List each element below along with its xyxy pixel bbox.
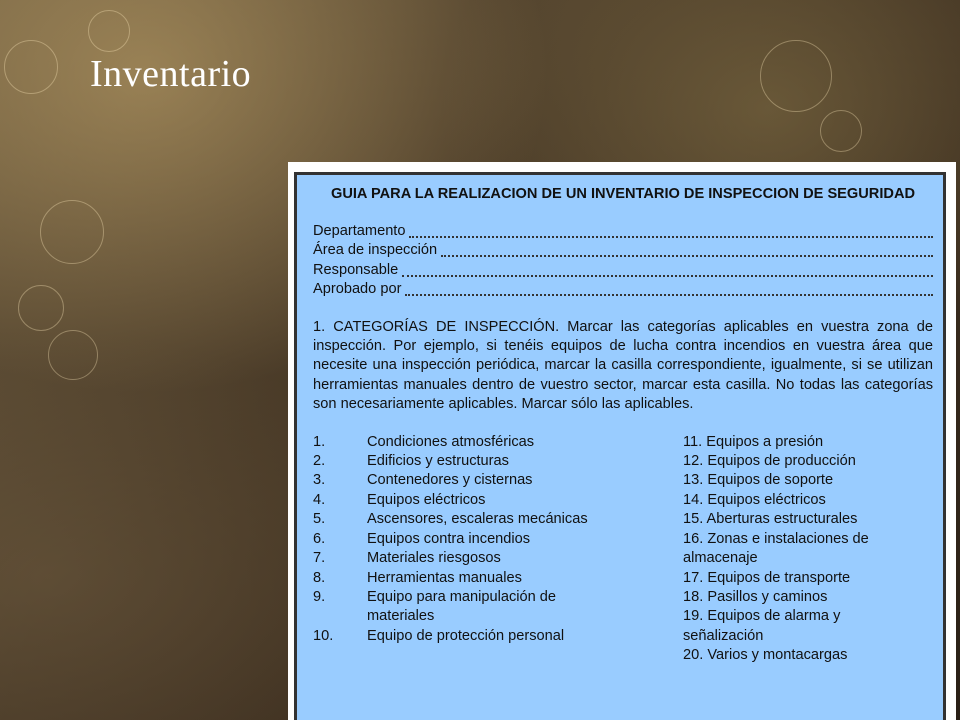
- item-number: 1.: [313, 433, 326, 450]
- item-text: Contenedores y cisternas: [367, 472, 533, 489]
- field-label: Aprobado por: [313, 281, 402, 298]
- item-number: 4.: [313, 491, 326, 508]
- document-heading: GUIA PARA LA REALIZACION DE UN INVENTARIO DE INSPECCION DE SEGURIDAD: [330, 186, 916, 202]
- list-item: [313, 530, 683, 549]
- bokeh-circle-decoration: [48, 330, 98, 380]
- list-item: [313, 588, 583, 627]
- field-responsable: [313, 261, 933, 280]
- list-item: 17. Equipos de transporte: [683, 569, 851, 586]
- item-text: Herramientas manuales: [367, 569, 522, 586]
- categories-right-column: [683, 433, 933, 666]
- dotted-line: [405, 280, 933, 296]
- field-departamento: [313, 222, 933, 241]
- list-item: [313, 549, 683, 568]
- field-aprobado-por: [313, 280, 933, 299]
- list-item: [313, 471, 683, 490]
- bokeh-circle-decoration: [820, 110, 862, 152]
- field-area-inspeccion: [313, 241, 933, 260]
- item-text: Equipos contra incendios: [367, 530, 531, 547]
- item-number: 9.: [313, 588, 326, 605]
- item-number: 2.: [313, 453, 326, 470]
- bokeh-circle-decoration: [18, 285, 64, 331]
- item-text: Equipo de protección personal: [367, 627, 565, 644]
- item-text: Edificios y estructuras: [367, 453, 509, 470]
- inspection-guide-document: [294, 172, 946, 720]
- list-item: 19. Equipos de alarma y señalización: [683, 608, 841, 644]
- list-item: 16. Zonas e instalaciones de almacenaje: [683, 530, 869, 567]
- document-image-frame: [288, 162, 956, 720]
- list-item: [313, 491, 683, 510]
- list-item: 14. Equipos eléctricos: [683, 491, 826, 508]
- categories-intro-paragraph: 1. CATEGORÍAS DE INSPECCIÓN. Marcar las categorías aplicables en vuestra zona de inspección. Por ejemplo, si tenéis equipos de lucha contra incendios en vuestra área que necesite una inspección periódica, marcar la casilla correspondiente, igualmente, si se utilizan herramientas manuales dentro de vuestro sector, marcar esta casilla. No todas las categorías son necesariamente aplicables. Marcar sólo las aplicables.: [313, 318, 933, 413]
- dotted-line: [409, 222, 933, 238]
- list-item: [313, 569, 683, 588]
- list-item: 15. Aberturas estructurales: [683, 511, 858, 528]
- list-item: [313, 627, 683, 646]
- slide-title: Inventario: [90, 53, 252, 95]
- item-text: Materiales riesgosos: [367, 550, 501, 567]
- bokeh-circle-decoration: [88, 10, 130, 52]
- bokeh-circle-decoration: [760, 40, 832, 112]
- item-number: 10.: [313, 627, 334, 644]
- field-label: Departamento: [313, 223, 406, 239]
- item-text: Ascensores, escaleras mecánicas: [367, 511, 588, 528]
- item-number: 7.: [313, 550, 326, 567]
- list-item: 11. Equipos a presión: [683, 433, 824, 450]
- list-item: 13. Equipos de soporte: [683, 472, 834, 489]
- item-number: 5.: [313, 511, 326, 528]
- dotted-line: [441, 241, 933, 257]
- list-item: 18. Pasillos y caminos: [683, 588, 828, 605]
- item-text: Equipos eléctricos: [367, 491, 486, 508]
- field-label: Área de inspección: [313, 242, 438, 259]
- list-item: 12. Equipos de producción: [683, 453, 856, 470]
- bokeh-circle-decoration: [4, 40, 58, 94]
- categories-left-column: [313, 433, 683, 666]
- item-text: Condiciones atmosféricas: [367, 433, 535, 450]
- list-item: [313, 510, 683, 529]
- categories-list: [313, 433, 933, 666]
- list-item: [313, 452, 683, 471]
- list-item: [313, 433, 683, 452]
- item-number: 3.: [313, 472, 326, 489]
- field-label: Responsable: [313, 261, 399, 278]
- bokeh-circle-decoration: [40, 200, 104, 264]
- item-number: 8.: [313, 569, 326, 586]
- item-text: Equipo para manipulación de materiales: [367, 588, 557, 625]
- item-number: 6.: [313, 530, 326, 547]
- list-item: 20. Varios y montacargas: [683, 647, 848, 664]
- dotted-line: [402, 261, 933, 277]
